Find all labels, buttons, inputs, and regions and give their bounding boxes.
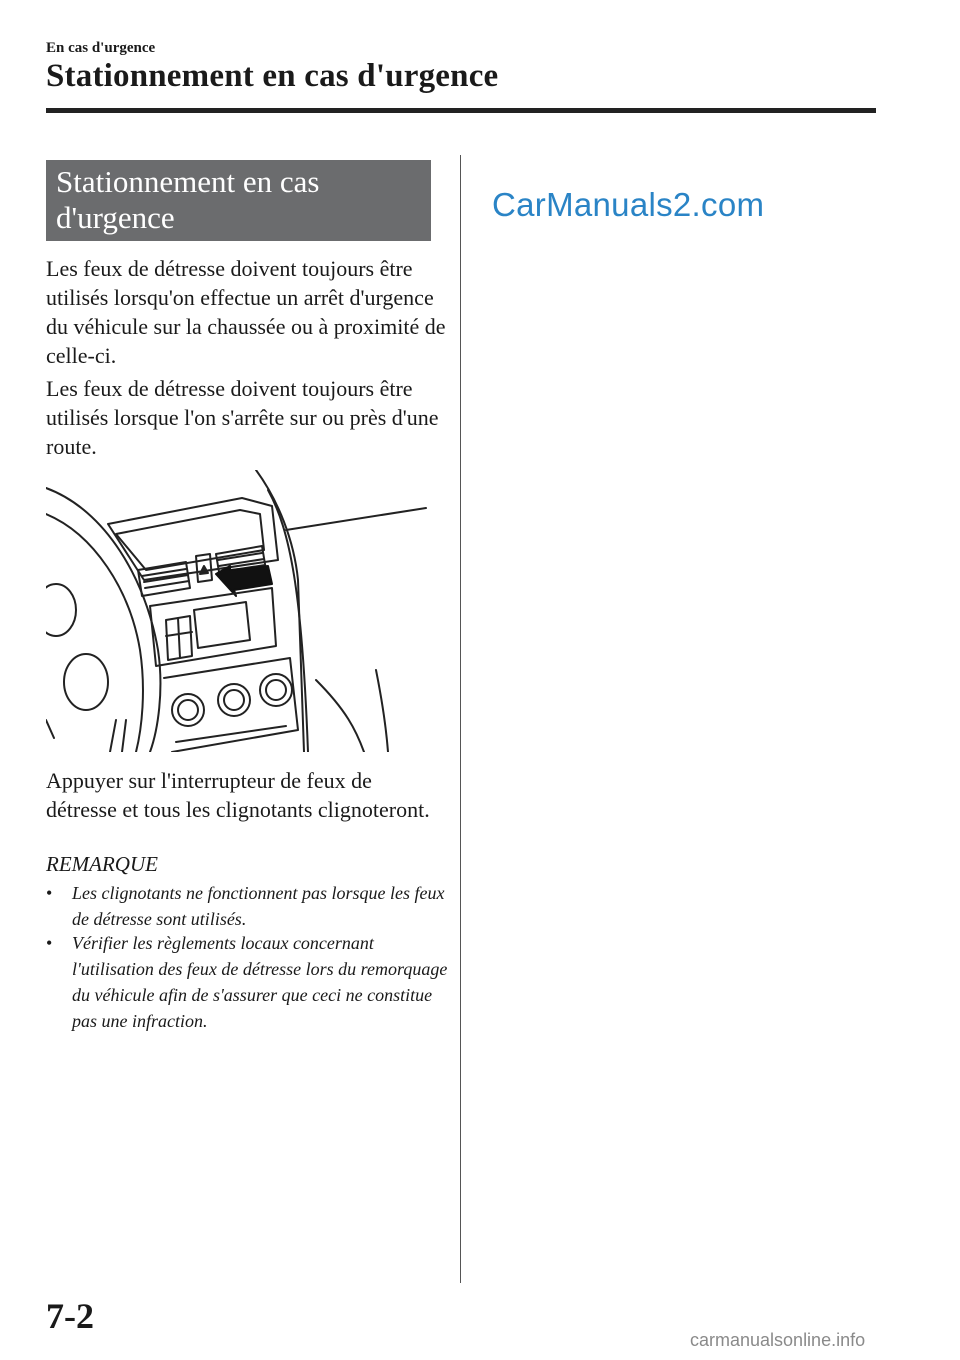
right-knob-inner — [266, 680, 286, 700]
body-paragraph-1: Les feux de détresse doivent toujours être utilisés lorsqu'on effectue un arrêt d'urgence du véhicule sur la chaussée ou à proximité de celle-ci. — [46, 256, 446, 368]
body-paragraph-3: Appuyer sur l'interrupteur de feux de détresse et tous les clignotants clignoteront. — [46, 768, 430, 822]
center-knob-inner — [224, 690, 244, 710]
left-knob-inner — [178, 700, 198, 720]
right-knob — [260, 674, 292, 706]
dash-right-line — [376, 670, 388, 752]
center-knob — [218, 684, 250, 716]
dash-edge-line — [256, 470, 304, 752]
note-text-2: Vérifier les règlements locaux concernant l'utilisation des feux de détresse lors du remorquage du véhicule afin de s'assurer que ceci ne constitue pas une infraction. — [72, 933, 448, 1031]
column-divider — [460, 155, 461, 1283]
left-knob — [172, 694, 204, 726]
note-heading: REMARQUE — [46, 852, 158, 876]
running-header: En cas d'urgence — [46, 40, 156, 56]
column-lines — [110, 720, 126, 752]
steering-wheel-rim-outer — [46, 488, 160, 752]
note-text-1: Les clignotants ne fonctionnent pas lorsque les feux de détresse sont utilisés. — [72, 883, 445, 929]
glovebox-line — [316, 680, 364, 752]
windshield-line — [286, 508, 426, 530]
steering-hub-control — [46, 584, 76, 636]
watermark-logo: CarManuals2.com — [492, 186, 765, 223]
hazard-switch-illustration — [46, 470, 438, 752]
section-heading-box — [46, 160, 431, 241]
bullet-icon: • — [46, 933, 53, 953]
page-number: 7-2 — [46, 1296, 94, 1336]
steering-spoke-line — [46, 720, 54, 738]
steering-spoke-control — [64, 654, 108, 710]
footer-watermark: carmanualsonline.info — [690, 1330, 866, 1350]
note-item-2 — [46, 930, 446, 1034]
hazard-triangle-icon — [200, 566, 208, 574]
chapter-title: Stationnement en cas d'urgence — [46, 58, 499, 94]
audio-buttons — [166, 616, 192, 660]
section-heading: Stationnement en cas d'urgence — [56, 164, 320, 235]
audio-display — [194, 602, 250, 648]
audio-unit — [150, 588, 276, 666]
note-item-1 — [46, 880, 446, 932]
header-rule — [46, 108, 876, 113]
body-paragraph-2: Les feux de détresse doivent toujours être utilisés lorsque l'on s'arrête sur ou près d'une route. — [46, 376, 439, 459]
bullet-icon: • — [46, 883, 53, 903]
